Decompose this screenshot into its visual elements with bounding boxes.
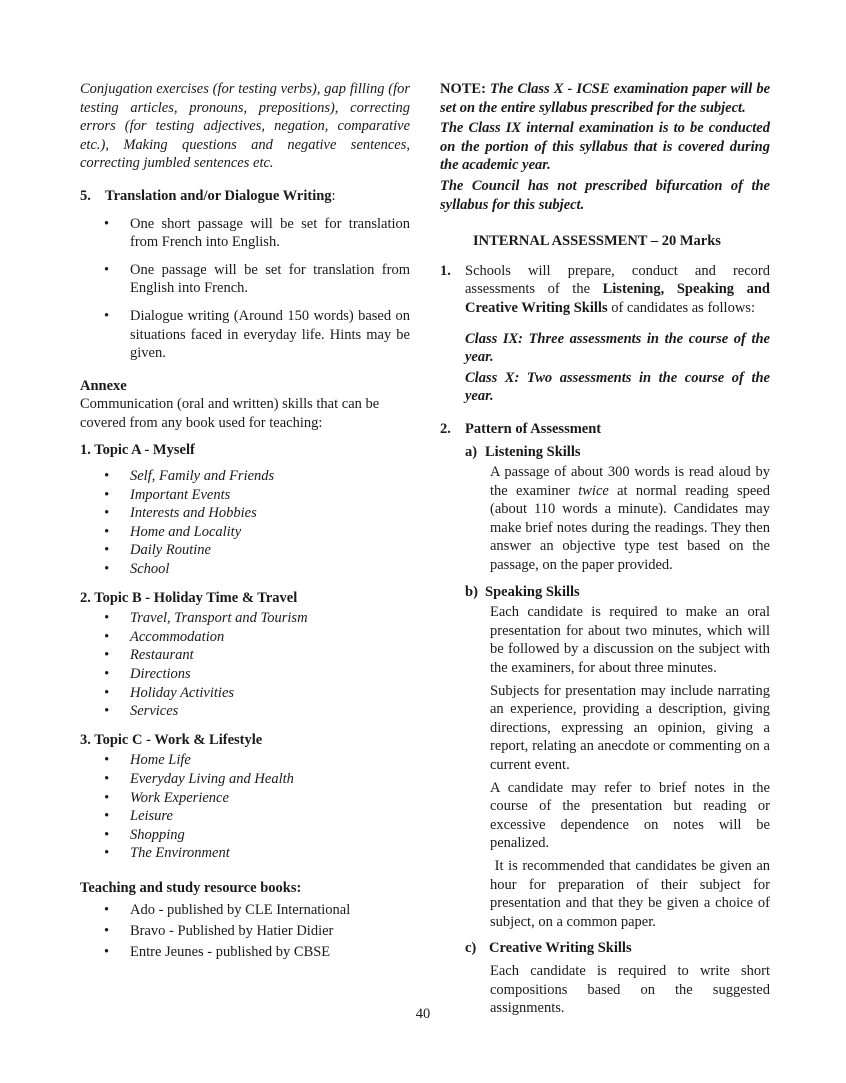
- list-item: • Travel, Transport and Tourism: [80, 609, 410, 628]
- note-3: The Council has not prescribed bifurcation of the syllabus for this subject.: [440, 177, 770, 213]
- listening-paragraph: [440, 463, 770, 575]
- item-1-text: Schools will prepare, conduct and record assessments of the: [465, 262, 770, 298]
- listening-label: a): [465, 443, 478, 460]
- list-item: • Bravo - Published by Hatier Didier: [80, 921, 410, 942]
- note-2: The Class IX internal examination is to be conducted on the portion of this syllabus that is covered during the academic year.: [440, 120, 770, 174]
- topic-a-list: [80, 467, 410, 579]
- list-item: • One passage will be set for translation from English into French.: [80, 261, 410, 298]
- list-item: • Home Life: [80, 751, 410, 770]
- annexe-title: Annexe: [80, 377, 127, 394]
- list-item: • School: [80, 560, 410, 579]
- list-item: • Important Events: [80, 486, 410, 505]
- list-item: • One short passage will be set for translation from French into English.: [80, 215, 410, 252]
- speaking-heading: [440, 583, 770, 602]
- note-label: NOTE:: [440, 81, 486, 97]
- list-item: • Shopping: [80, 826, 410, 845]
- item-1-text-end: of candidates as follows:: [607, 299, 755, 316]
- books-list: [80, 900, 410, 963]
- speaking-paragraph-4: It is recommended that candidates be given an hour for preparation of their subject for presentation and that they be given a choice of subject, on a common paper.: [490, 857, 774, 930]
- list-item: • Leisure: [80, 807, 410, 826]
- section5-colon: :: [331, 187, 336, 204]
- listening-emphasis: twice: [578, 482, 609, 499]
- list-item: • Self, Family and Friends: [80, 467, 410, 486]
- section5-title: Translation and/or Dialogue Writing: [105, 187, 332, 204]
- listening-text-end: at normal reading speed (about 110 words a minute). Candidates may make brief notes during the readings. They then answer an objective type test based on the passage, on the paper provided.: [490, 482, 770, 574]
- listening-heading: [440, 443, 770, 462]
- list-item: • Everyday Living and Health: [80, 770, 410, 789]
- section5-number: 5.: [80, 187, 91, 204]
- list-item: • Entre Jeunes - published by CBSE: [80, 942, 410, 963]
- internal-assessment-title: INTERNAL ASSESSMENT – 20 Marks: [473, 233, 721, 250]
- list-item: • Dialogue writing (Around 150 words) based on situations faced in everyday life. Hints may be given.: [80, 307, 410, 363]
- list-item: • Holiday Activities: [80, 684, 410, 703]
- item-1: [440, 262, 770, 318]
- topic-b-list: [80, 609, 410, 721]
- list-item: • Accommodation: [80, 628, 410, 647]
- listening-text: A passage of about 300 words is read aloud by the examiner: [490, 464, 770, 499]
- list-item: • Work Experience: [80, 789, 410, 808]
- topic-c-list: [80, 751, 410, 863]
- creative-writing-heading: [440, 939, 770, 958]
- list-item: • The Environment: [80, 844, 410, 863]
- topic-b-heading: 2. Topic B - Holiday Time & Travel: [80, 589, 298, 606]
- item-1-bold: Listening, Speaking and Creative Writing Skills: [465, 281, 770, 316]
- speaking-paragraph-2: Subjects for presentation may include narrating an experience, providing a description, giving directions, expressing an opinion, giving a report, relating an anecdote or commenting on a current event.: [490, 682, 770, 773]
- annexe-text: Communication (oral and written) skills that can be covered from any book used for teaching:: [80, 396, 380, 431]
- list-item: • Daily Routine: [80, 541, 410, 560]
- speaking-label: b): [465, 583, 478, 600]
- creative-writing-label: c): [465, 940, 477, 957]
- note-1: [440, 80, 770, 117]
- item-1-number: 1.: [440, 262, 451, 279]
- list-item: • Ado - published by CLE International: [80, 900, 410, 921]
- page-number: 40: [415, 1006, 431, 1022]
- creative-writing-title: Creative Writing Skills: [489, 940, 632, 957]
- list-item: • Services: [80, 702, 410, 721]
- intro-paragraph: Conjugation exercises (for testing verbs), gap filling (for testing articles, pronouns, prepositions), correcting errors (for testing adjectives, negation, comparative etc.), Making questions and negative sentences, correcting jumbled sentences etc.: [80, 81, 410, 172]
- section5-heading: [80, 187, 410, 206]
- books-heading: Teaching and study resource books:: [80, 879, 302, 896]
- list-item: • Restaurant: [80, 646, 410, 665]
- speaking-title: Speaking Skills: [485, 583, 580, 600]
- creative-writing-paragraph: Each candidate is required to write short compositions based on the suggested assignments.: [490, 962, 770, 1017]
- class-x-line: Class X: Two assessments in the course of the year.: [465, 369, 770, 405]
- list-item: • Directions: [80, 665, 410, 684]
- speaking-paragraph-1: Each candidate is required to make an oral presentation for about two minutes, which will be followed by a discussion on the subject with the examiners, for about three minutes.: [490, 604, 770, 677]
- item-2-number: 2.: [440, 420, 451, 437]
- item-2-title: Pattern of Assessment: [465, 420, 602, 437]
- list-item: • Interests and Hobbies: [80, 504, 410, 523]
- list-item: • Home and Locality: [80, 523, 410, 542]
- speaking-paragraph-3: A candidate may refer to brief notes in the course of the presentation but reading or excessive dependence on notes will be penalized.: [490, 779, 770, 852]
- right-column: [440, 80, 774, 1018]
- class-ix-line: Class IX: Three assessments in the course of the year.: [465, 330, 770, 366]
- topic-c-heading: 3. Topic C - Work & Lifestyle: [80, 731, 263, 748]
- listening-title: Listening Skills: [485, 443, 581, 460]
- section5-list: [80, 215, 410, 363]
- left-column: [80, 80, 410, 963]
- topic-a-heading: 1. Topic A - Myself: [80, 441, 195, 458]
- item-2-heading: [440, 420, 770, 439]
- note-1-text: The Class X - ICSE examination paper will be set on the entire syllabus prescribed for the subject.: [440, 81, 771, 116]
